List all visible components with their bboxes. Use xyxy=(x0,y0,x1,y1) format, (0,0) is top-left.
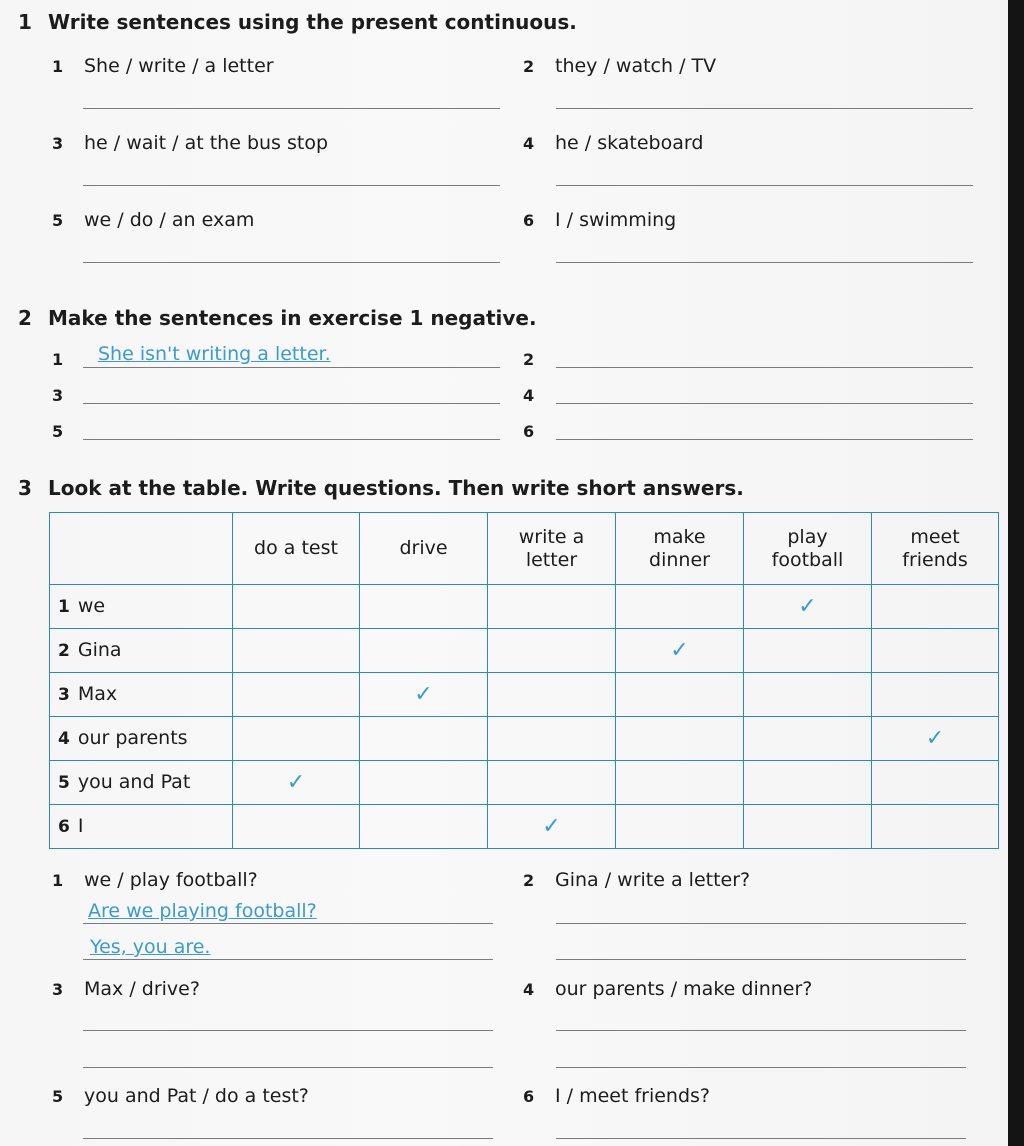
item-prompt: you and Pat / do a test? xyxy=(84,1085,309,1107)
table-cell[interactable] xyxy=(233,717,360,761)
row-label: Max xyxy=(77,682,118,705)
check-mark[interactable]: ✓ xyxy=(616,629,744,673)
answer-line[interactable] xyxy=(556,439,973,440)
exercise-1-item xyxy=(52,209,254,231)
table-cell[interactable] xyxy=(872,761,999,805)
item-number: 3 xyxy=(52,980,64,999)
exercise-title: Make the sentences in exercise 1 negative. xyxy=(48,306,537,330)
exercise-number: 3 xyxy=(18,476,32,500)
exercise-2-heading xyxy=(18,306,537,330)
activity-table xyxy=(49,512,999,849)
item-number: 4 xyxy=(523,980,535,999)
item-number: 5 xyxy=(52,422,64,441)
item-number: 1 xyxy=(52,57,64,76)
answer-line[interactable] xyxy=(83,439,500,440)
table-cell[interactable] xyxy=(233,673,360,717)
table-cell[interactable] xyxy=(744,673,872,717)
answer-line[interactable] xyxy=(83,923,493,924)
column-header: write a letter xyxy=(488,513,616,585)
exercise-1-heading xyxy=(18,10,577,34)
row-label: we xyxy=(77,594,106,617)
row-label: Gina xyxy=(77,638,122,661)
item-number: 6 xyxy=(523,211,535,230)
item-number: 2 xyxy=(523,350,535,369)
answer-line[interactable] xyxy=(556,959,966,960)
item-prompt: we / play football? xyxy=(84,869,258,891)
table-cell[interactable] xyxy=(872,629,999,673)
table-row xyxy=(50,717,999,761)
row-number: 4 xyxy=(58,728,70,749)
answer-line[interactable] xyxy=(83,108,500,109)
exercise-number: 1 xyxy=(18,10,32,34)
answer-line[interactable] xyxy=(83,262,500,263)
column-header: drive xyxy=(360,513,488,585)
question-prompt xyxy=(523,978,812,1000)
exercise-1-item xyxy=(52,55,274,77)
row-number: 3 xyxy=(58,684,70,705)
answer-line[interactable] xyxy=(556,1067,966,1068)
answer-line[interactable] xyxy=(83,403,500,404)
row-number: 1 xyxy=(58,596,70,617)
check-mark[interactable]: ✓ xyxy=(360,673,488,717)
column-header: make dinner xyxy=(616,513,744,585)
table-cell[interactable] xyxy=(488,761,616,805)
item-number: 3 xyxy=(52,386,64,405)
table-cell[interactable] xyxy=(488,629,616,673)
row-label-cell xyxy=(50,673,233,717)
row-number: 5 xyxy=(58,772,70,793)
item-number: 3 xyxy=(52,134,64,153)
question-prompt xyxy=(523,1085,710,1107)
row-label: you and Pat xyxy=(77,770,191,793)
column-header: play football xyxy=(744,513,872,585)
check-mark[interactable]: ✓ xyxy=(488,805,616,849)
answer-line[interactable] xyxy=(83,1138,493,1139)
table-cell[interactable] xyxy=(616,717,744,761)
table-cell[interactable] xyxy=(616,761,744,805)
row-label: I xyxy=(77,814,84,837)
table-cell[interactable] xyxy=(744,805,872,849)
item-prompt: I / swimming xyxy=(555,209,677,231)
exercise-title: Write sentences using the present continuous. xyxy=(48,10,577,34)
table-cell[interactable] xyxy=(488,717,616,761)
table-corner-cell xyxy=(50,513,233,585)
row-number: 6 xyxy=(58,816,70,837)
question-prompt xyxy=(523,869,750,891)
answer-line[interactable] xyxy=(83,1030,493,1031)
item-number: 1 xyxy=(52,871,64,890)
item-number: 6 xyxy=(523,1087,535,1106)
answer-line[interactable] xyxy=(83,367,500,368)
table-header-row xyxy=(50,513,999,585)
handwritten-answer: Yes, you are. xyxy=(90,936,211,958)
answer-line[interactable] xyxy=(556,1138,966,1139)
row-label-cell xyxy=(50,585,233,629)
table-row xyxy=(50,805,999,849)
item-prompt: he / skateboard xyxy=(555,132,704,154)
handwritten-answer: She isn't writing a letter. xyxy=(98,343,331,365)
exercise-title: Look at the table. Write questions. Then write short answers. xyxy=(48,476,744,500)
row-label-cell xyxy=(50,629,233,673)
answer-line[interactable] xyxy=(83,185,500,186)
column-header: meet friends xyxy=(872,513,999,585)
answer-line[interactable] xyxy=(556,108,973,109)
item-number: 5 xyxy=(52,1087,64,1106)
table-cell[interactable] xyxy=(488,673,616,717)
item-prompt: he / wait / at the bus stop xyxy=(84,132,329,154)
question-prompt xyxy=(52,1085,309,1107)
table-cell[interactable] xyxy=(616,585,744,629)
table-cell[interactable] xyxy=(233,629,360,673)
table-row xyxy=(50,629,999,673)
item-prompt: they / watch / TV xyxy=(555,55,717,77)
answer-line[interactable] xyxy=(83,959,493,960)
item-number: 4 xyxy=(523,134,535,153)
exercise-1-item xyxy=(523,132,703,154)
exercise-1-item xyxy=(523,55,716,77)
item-number: 2 xyxy=(523,57,535,76)
exercise-number: 2 xyxy=(18,306,32,330)
table-cell[interactable] xyxy=(488,585,616,629)
handwritten-question: Are we playing football? xyxy=(88,900,317,922)
table-cell[interactable] xyxy=(233,805,360,849)
exercise-1-item xyxy=(523,209,676,231)
answer-line[interactable] xyxy=(556,403,973,404)
row-number: 2 xyxy=(58,640,70,661)
row-label-cell xyxy=(50,761,233,805)
item-prompt: She / write / a letter xyxy=(84,55,274,77)
row-label-cell xyxy=(50,805,233,849)
answer-line[interactable] xyxy=(556,262,973,263)
row-label-cell xyxy=(50,717,233,761)
question-prompt xyxy=(52,869,258,891)
page-edge xyxy=(1008,0,1024,1146)
table-cell[interactable] xyxy=(360,717,488,761)
item-prompt: Max / drive? xyxy=(84,978,200,1000)
item-prompt: our parents / make dinner? xyxy=(555,978,813,1000)
table-cell[interactable] xyxy=(360,629,488,673)
item-number: 1 xyxy=(52,350,64,369)
table-row xyxy=(50,585,999,629)
answer-line[interactable] xyxy=(556,1030,966,1031)
item-prompt: I / meet friends? xyxy=(555,1085,711,1107)
table-cell[interactable] xyxy=(616,673,744,717)
item-number: 4 xyxy=(523,386,535,405)
question-prompt xyxy=(52,978,200,1000)
answer-line[interactable] xyxy=(556,185,973,186)
check-mark[interactable]: ✓ xyxy=(233,761,360,805)
table-row xyxy=(50,673,999,717)
table-cell[interactable] xyxy=(872,585,999,629)
table-cell[interactable] xyxy=(744,717,872,761)
table-cell[interactable] xyxy=(872,805,999,849)
item-prompt: Gina / write a letter? xyxy=(555,869,751,891)
table-cell[interactable] xyxy=(360,761,488,805)
table-cell[interactable] xyxy=(233,585,360,629)
table-cell[interactable] xyxy=(360,805,488,849)
table-cell[interactable] xyxy=(616,805,744,849)
item-number: 5 xyxy=(52,211,64,230)
exercise-1-item xyxy=(52,132,328,154)
row-label: our parents xyxy=(77,726,188,749)
table-cell[interactable] xyxy=(744,761,872,805)
table-cell[interactable] xyxy=(360,585,488,629)
item-number: 6 xyxy=(523,422,535,441)
table-row xyxy=(50,761,999,805)
exercise-3-heading xyxy=(18,476,744,500)
table-cell[interactable] xyxy=(744,629,872,673)
check-mark[interactable]: ✓ xyxy=(744,585,872,629)
answer-line[interactable] xyxy=(556,367,973,368)
answer-line[interactable] xyxy=(556,923,966,924)
answer-line[interactable] xyxy=(83,1067,493,1068)
item-prompt: we / do / an exam xyxy=(84,209,255,231)
column-header: do a test xyxy=(233,513,360,585)
item-number: 2 xyxy=(523,871,535,890)
table-cell[interactable] xyxy=(872,673,999,717)
check-mark[interactable]: ✓ xyxy=(872,717,999,761)
